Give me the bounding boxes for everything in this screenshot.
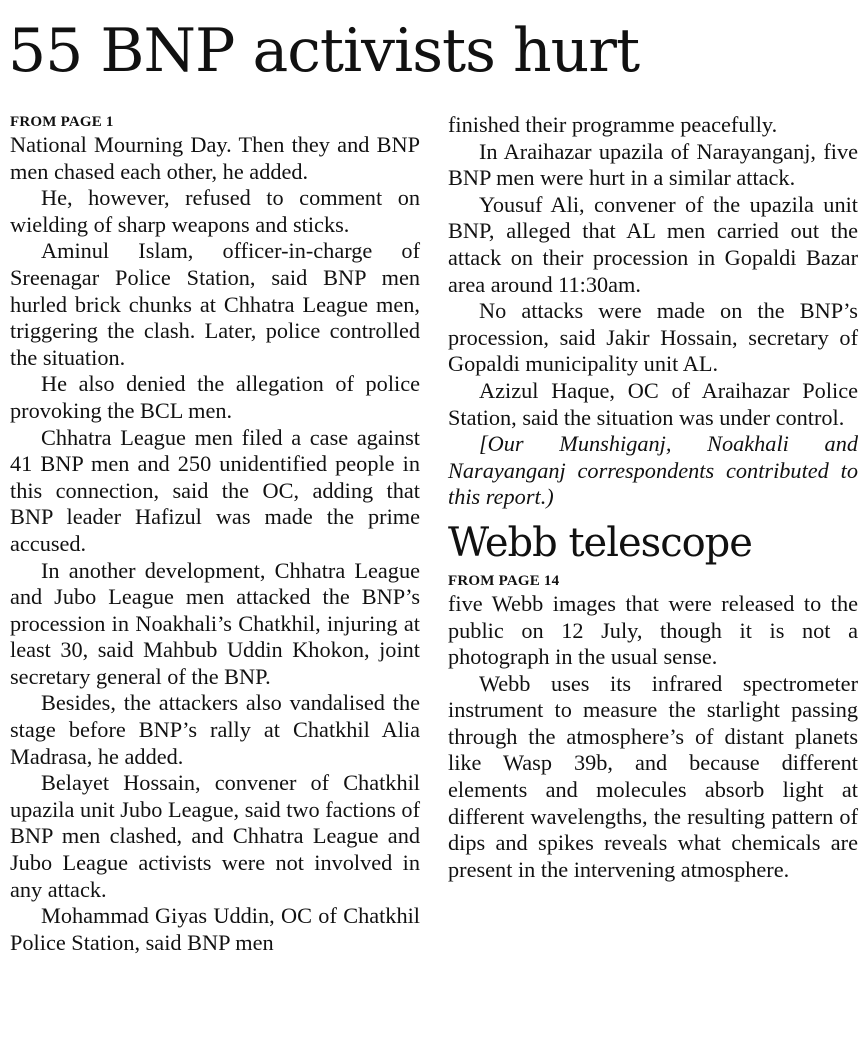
jump-line: FROM PAGE 14 xyxy=(448,572,560,589)
paragraph: Belayet Hossain, convener of Chatkhil upazila unit Jubo League, said two factions of BNP men clashed, and Chhatra League and Jubo League activists were not involved in any attack. xyxy=(10,770,420,902)
paragraph: Chhatra League men filed a case against 41 BNP men and 250 unidentified people in this connection, said the OC, adding that BNP leader Hafizul was made the prime accused. xyxy=(10,424,420,556)
webb-headline: Webb telescope xyxy=(448,519,752,566)
paragraph: Yousuf Ali, convener of the upazila unit BNP, alleged that AL men carried out the attack on their procession in Gopaldi Bazar area around 11:30am. xyxy=(448,191,858,297)
headline: 55 BNP activists hurt xyxy=(8,16,640,86)
paragraph: Azizul Haque, OC of Araihazar Police Station, said the situation was under control. xyxy=(448,377,858,430)
paragraph: Webb uses its infrared spectrometer instrument to measure the starlight passing through the atmosphere’s of distant planets like Wasp 39b, and because different elements and molecules absorb light at different wavelengths, the resulting pattern of dips and spikes reveals what chemicals are present in the intervening atmosphere. xyxy=(448,670,858,882)
paragraph: five Webb images that were released to the public on 12 July, though it is not a photograph in the usual sense. xyxy=(448,590,858,670)
paragraph: In Araihazar upazila of Narayanganj, five BNP men were hurt in a similar attack. xyxy=(448,138,858,191)
paragraph: Mohammad Giyas Uddin, OC of Chatkhil Police Station, said BNP men xyxy=(10,903,420,955)
left-column xyxy=(10,112,420,956)
paragraph: National Mourning Day. Then they and BNP men chased each other, he added. xyxy=(10,132,420,184)
paragraph: finished their programme peacefully. xyxy=(448,112,778,137)
paragraph: In another development, Chhatra League and Jubo League men attacked the BNP’s procession in Noakhali’s Chatkhil, injuring at least 30, said Mahbub Uddin Khokon, joint secretary general of the BNP. xyxy=(10,557,420,689)
jump-line: FROM PAGE 1 xyxy=(10,114,114,130)
paragraph: He also denied the allegation of police provoking the BCL men. xyxy=(10,371,420,423)
paragraph: Aminul Islam, officer-in-charge of Sreenagar Police Station, said BNP men hurled brick chunks at Chhatra League men, triggering the clash. Later, police controlled the situation. xyxy=(10,238,420,370)
paragraph: Besides, the attackers also vandalised the stage before BNP’s rally at Chatkhil Alia Madrasa, he added. xyxy=(10,690,420,769)
correspondent-credit: [Our Munshiganj, Noakhali and Narayanganj correspondents contributed to this report.) xyxy=(448,431,858,510)
right-column xyxy=(448,112,858,883)
paragraph: No attacks were made on the BNP’s procession, said Jakir Hossain, secretary of Gopaldi municipality unit AL. xyxy=(448,298,858,377)
paragraph: He, however, refused to comment on wielding of sharp weapons and sticks. xyxy=(10,185,420,237)
